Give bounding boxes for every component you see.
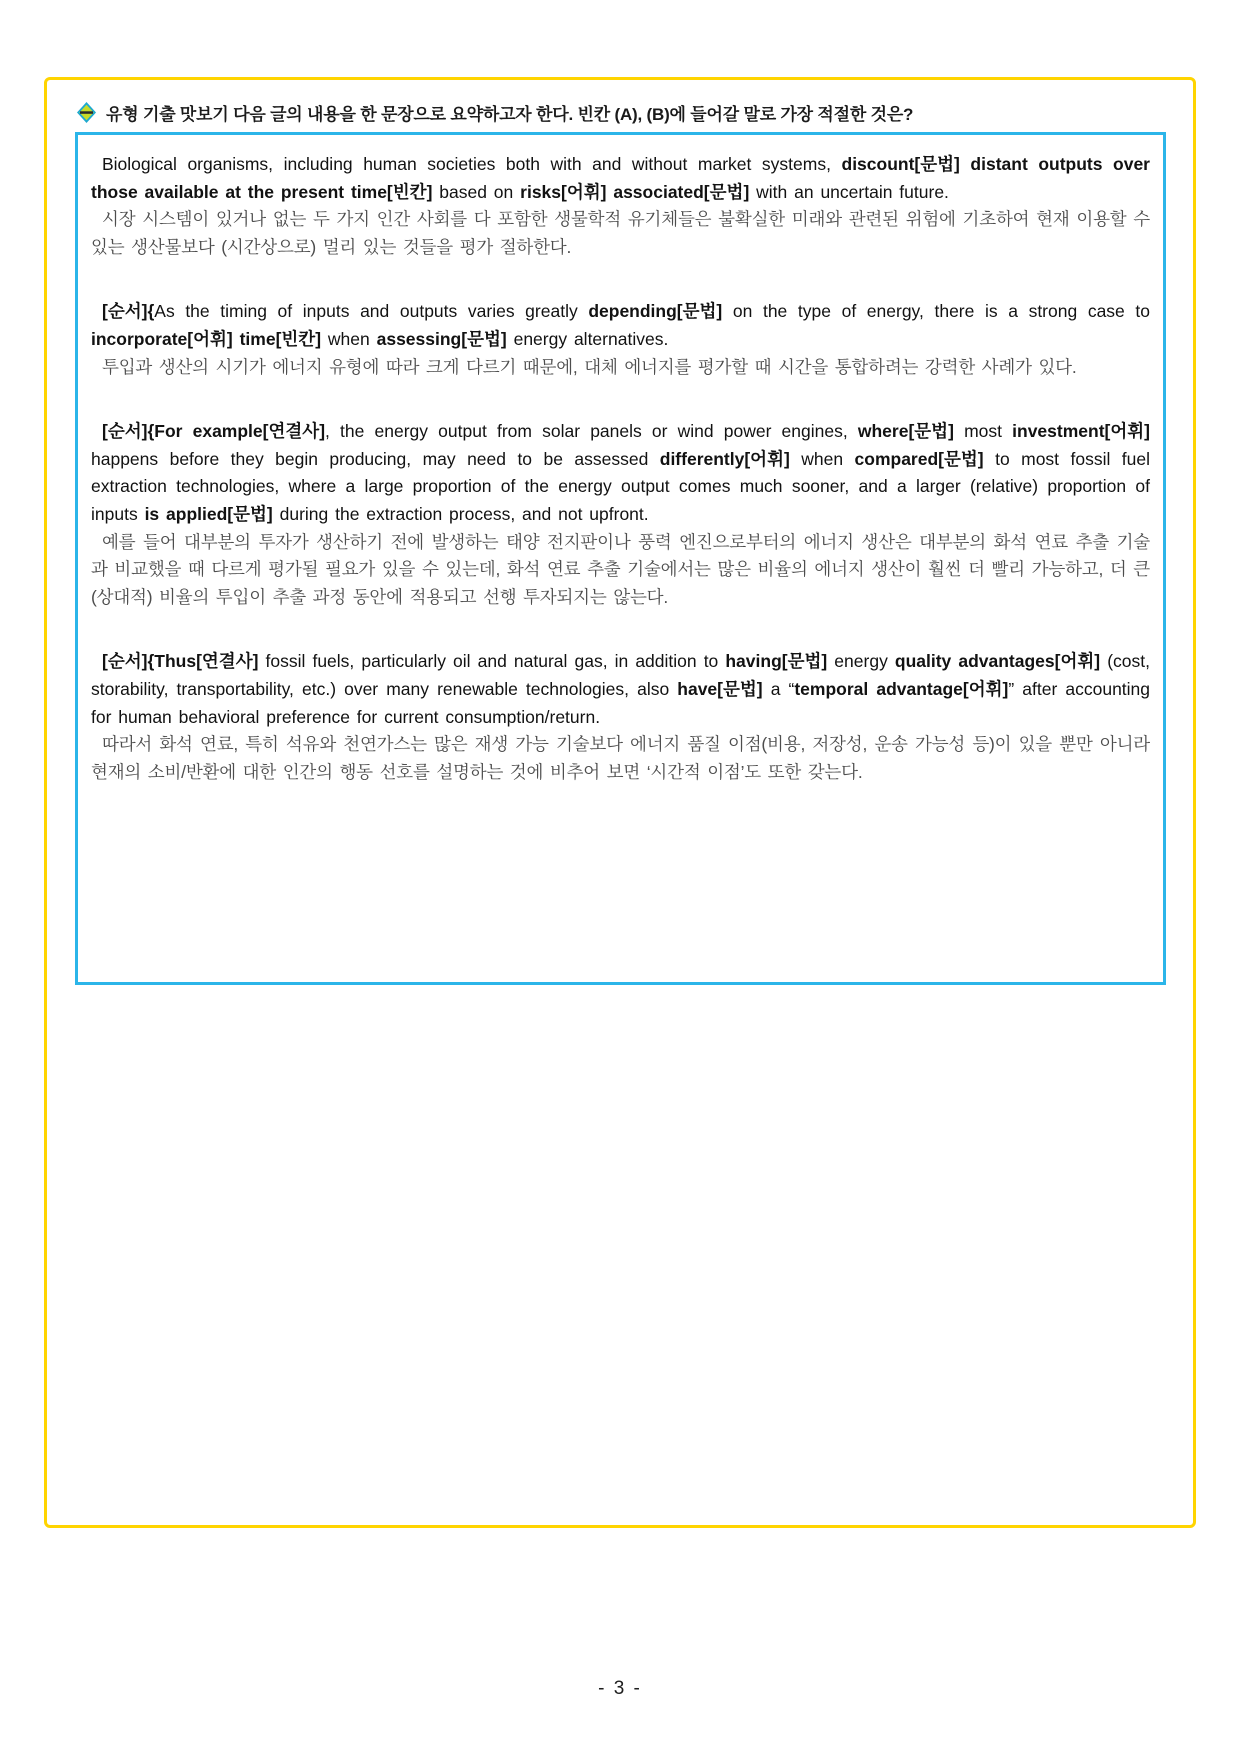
section-header bbox=[77, 100, 913, 125]
english-sentence: Biological organisms, including human societies both with and without market systems, discount[문법] distant outputs over those available at the present time[빈칸] based on risks[어휘] associated[문법] with an uncertain future. bbox=[91, 154, 1150, 202]
korean-translation: 투입과 생산의 시기가 에너지 유형에 따라 크게 다르기 때문에, 대체 에너지를 평가할 때 시간을 통합하려는 강력한 사례가 있다. bbox=[102, 356, 1077, 377]
question-prompt: 유형 기출 맛보기 다음 글의 내용을 한 문장으로 요약하고자 한다. 빈칸 (A), (B)에 들어갈 말로 가장 적절한 것은? bbox=[106, 105, 914, 124]
korean-translation: 예를 들어 대부분의 투자가 생산하기 전에 발생하는 태양 전지판이나 풍력 엔진으로부터의 에너지 생산은 대부분의 화석 연료 추출 기술과 비교했을 때 다르게 평가될 필요가 있을 수 있는데, 화석 연료 추출 기술에서는 많은 비율의 에너지 생산이 훨씬 더 빨리 가능하고, 더 큰 (상대적) 비율의 투입이 추출 과정 동안에 적용되고 선행 투자되지는 않는다. bbox=[91, 531, 1150, 607]
korean-translation: 시장 시스템이 있거나 없는 두 가지 인간 사회를 다 포함한 생물학적 유기체들은 불확실한 미래와 관련된 위험에 기초하여 현재 이용할 수 있는 생산물보다 (시간상으로) 멀리 있는 것들을 평가 절하한다. bbox=[91, 209, 1150, 257]
english-sentence: [순서]{As the timing of inputs and outputs varies greatly depending[문법] on the type of energy, there is a strong case to incorporate[어휘] time[빈칸] when assessing[문법] energy alternatives. bbox=[91, 301, 1150, 349]
worksheet-frame bbox=[44, 77, 1196, 1528]
korean-translation: 따라서 화석 연료, 특히 석유와 천연가스는 많은 재생 가능 기술보다 에너지 품질 이점(비용, 저장성, 운송 가능성 등)이 있을 뿐만 아니라 현재의 소비/반환에 대한 인간의 행동 선호를 설명하는 것에 비추어 보면 ‘시간적 이점’도 또한 갖는다. bbox=[91, 734, 1150, 782]
passage-content bbox=[91, 151, 1150, 786]
passage-group bbox=[91, 418, 1150, 611]
diamond-icon bbox=[77, 102, 96, 123]
passage-group bbox=[91, 648, 1150, 786]
passage-box bbox=[75, 132, 1166, 985]
english-sentence: [순서]{For example[연결사], the energy output from solar panels or wind power engines, where[문법] most investment[어휘] happens before they begin producing, may need to be assessed differently[어휘] when compared[문법] to most fossil fuel extraction technologies, where a large proportion of the energy output comes much sooner, and a larger (relative) proportion of inputs is applied[문법] during the extraction process, and not upfront. bbox=[91, 421, 1150, 524]
english-sentence: [순서]{Thus[연결사] fossil fuels, particularly oil and natural gas, in addition to having[문법] energy quality advantages[어휘] (cost, storability, transportability, etc.) over many renewable technologies, also have[문법] a “temporal advantage[어휘]” after accounting for human behavioral preference for current consumption/return. bbox=[91, 651, 1151, 727]
page-number: - 3 - bbox=[598, 1678, 642, 1699]
passage-group bbox=[91, 298, 1150, 381]
passage-group bbox=[91, 151, 1150, 261]
